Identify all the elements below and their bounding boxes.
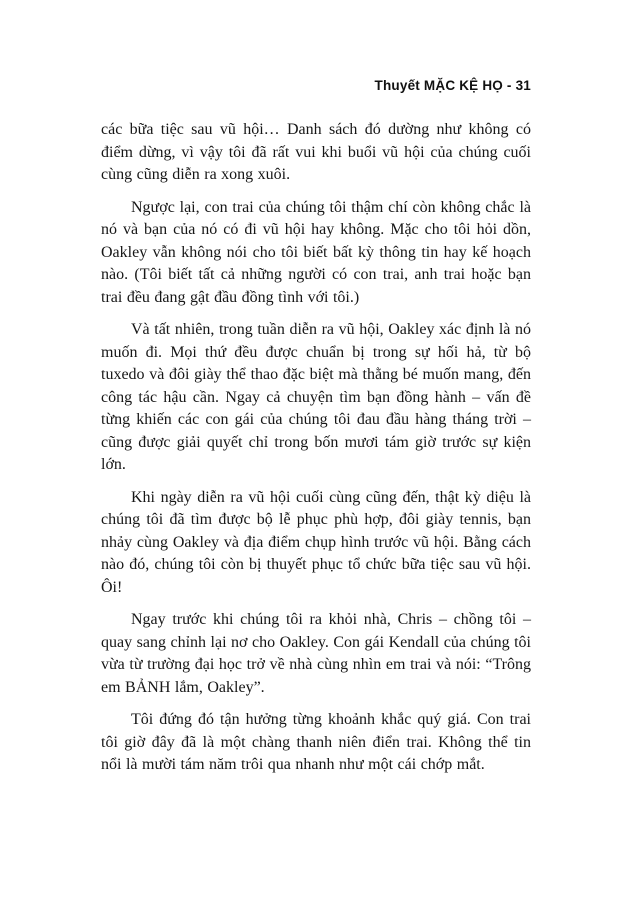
paragraph-1: các bữa tiệc sau vũ hội… Danh sách đó dường như không có điểm dừng, vì vậy tôi đã rất vui khi buổi vũ hội của chúng cuối cùng cũng diễn ra xong xuôi. <box>101 121 531 183</box>
paragraph-4: Khi ngày diễn ra vũ hội cuối cùng cũng đến, thật kỳ diệu là chúng tôi đã tìm được bộ lễ phục phù hợp, đôi giày tennis, bạn nhảy cùng Oakley và địa điểm chụp hình trước vũ hội. Bằng cách nào đó, chúng tôi còn bị thuyết phục tổ chức bữa tiệc sau vũ hội. Ôi! <box>101 488 531 596</box>
paragraph-5: Ngay trước khi chúng tôi ra khỏi nhà, Chris – chồng tôi – quay sang chỉnh lại nơ cho Oakley. Con gái Kendall của chúng tôi vừa từ trường đại học trở về nhà cùng nhìn em trai và nói: “Trông em BẢNH lắm, Oakley”. <box>101 611 531 696</box>
paragraph-2: Ngược lại, con trai của chúng tôi thậm chí còn không chắc là nó và bạn của nó có đi vũ hội hay không. Mặc cho tôi hỏi dồn, Oakley vẫn không nói cho tôi biết bất kỳ thông tin hay kế hoạch nào. (Tôi biết tất cả những người có con trai, anh trai hoặc bạn trai đều đang gật đầu đồng tình với tôi.) <box>101 198 531 306</box>
paragraph-6: Tôi đứng đó tận hưởng từng khoảnh khắc quý giá. Con trai tôi giờ đây đã là một chàng thanh niên điển trai. Không thể tin nổi là mười tám năm trôi qua nhanh như một cái chớp mắt. <box>101 711 531 773</box>
running-header: Thuyết MẶC KỆ HỌ - 31 <box>374 78 531 93</box>
page-body <box>101 119 531 777</box>
paragraph-3: Và tất nhiên, trong tuần diễn ra vũ hội, Oakley xác định là nó muốn đi. Mọi thứ đều được chuẩn bị trong sự hối hả, từ bộ tuxedo và đôi giày thể thao đặc biệt mà thằng bé muốn mang, đến công tác hậu cần. Ngay cả chuyện tìm bạn đồng hành – vấn đề từng khiến các con gái của chúng tôi đau đầu hàng tháng trời – cũng được giải quyết chỉ trong bốn mươi tám giờ trước sự kiện lớn. <box>101 321 531 473</box>
